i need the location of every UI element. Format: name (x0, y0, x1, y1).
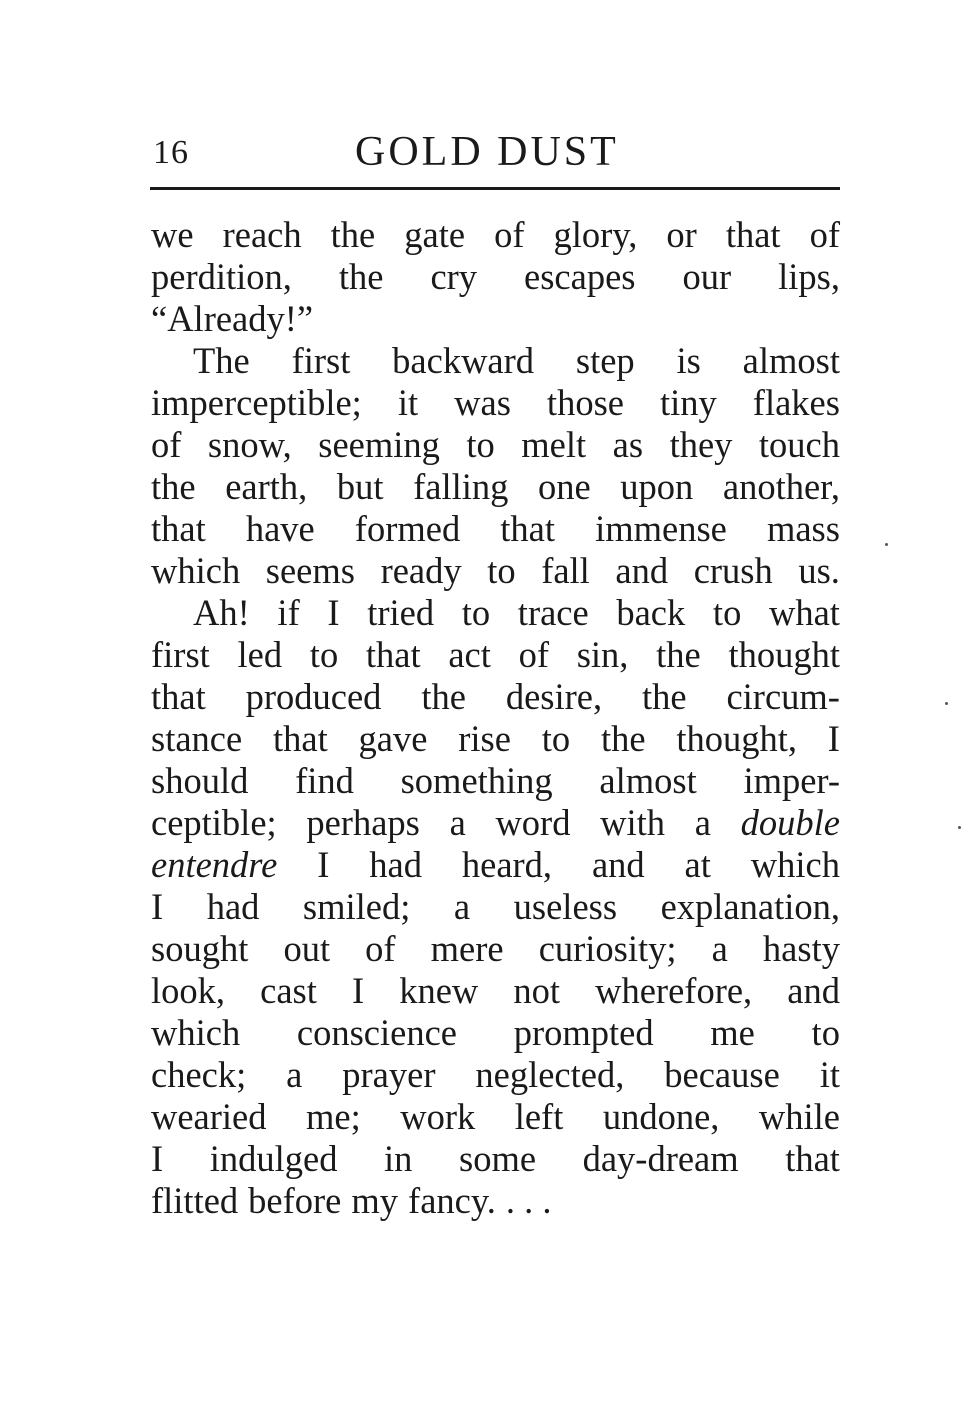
word: double (740, 802, 840, 843)
word: not (513, 970, 561, 1011)
word: another, (722, 466, 840, 507)
word: a (694, 802, 711, 843)
word: led (237, 634, 283, 675)
word: flakes (752, 382, 840, 423)
word: our (682, 256, 732, 297)
word: and (787, 970, 840, 1011)
word: that (151, 508, 206, 549)
word: that (365, 634, 421, 675)
word: smiled; (302, 886, 411, 927)
word: of (518, 634, 549, 675)
word: desire, (505, 676, 603, 717)
text-line (151, 424, 840, 466)
word: immense (595, 508, 727, 549)
word: of (494, 214, 525, 255)
word: those (546, 382, 624, 423)
text-line (151, 1012, 840, 1054)
paper-speck (885, 543, 888, 546)
word: thought (728, 634, 840, 675)
text-line (151, 214, 840, 256)
text-line (151, 634, 840, 676)
word: fancy. (408, 1180, 496, 1221)
word: the (421, 676, 466, 717)
word: but (336, 466, 384, 507)
word: to (466, 424, 495, 465)
word: that (785, 1138, 840, 1179)
word: some (458, 1138, 537, 1179)
word: back (616, 592, 686, 633)
word: mere (430, 928, 504, 969)
word: me (710, 1012, 755, 1053)
word: out (283, 928, 331, 969)
word: first (291, 340, 351, 381)
paper-speck (958, 826, 961, 829)
word: undone, (602, 1096, 720, 1137)
word: me; (306, 1096, 361, 1137)
word: was (454, 382, 511, 423)
word: to (309, 634, 339, 675)
text-line (151, 886, 840, 928)
word: it (397, 382, 419, 423)
word: to (811, 1012, 840, 1053)
word: I (827, 718, 840, 759)
word: at (684, 844, 711, 885)
word: something (400, 760, 553, 801)
word: hasty (762, 928, 840, 969)
word: it (819, 1054, 840, 1095)
word: sin, (576, 634, 629, 675)
word: if (277, 592, 300, 633)
word: ready (380, 550, 462, 591)
text-line (151, 928, 840, 970)
word: heard, (461, 844, 553, 885)
text-line (151, 1054, 840, 1096)
text-line (151, 1180, 840, 1222)
word: seeming (318, 424, 440, 465)
word: perdition, (151, 256, 292, 297)
word: gate (404, 214, 466, 255)
word: the (151, 466, 196, 507)
word: I (327, 592, 340, 633)
word: word (495, 802, 571, 843)
word: I (151, 886, 164, 927)
word: conscience (296, 1012, 457, 1053)
word: had (369, 844, 422, 885)
word: with (600, 802, 666, 843)
word: which (151, 1012, 241, 1053)
word: thought, (676, 718, 797, 759)
word: curiosity; (538, 928, 677, 969)
page-number: 16 (153, 134, 189, 171)
word: entendre (151, 844, 278, 885)
word: prompted (513, 1012, 654, 1053)
word: gave (358, 718, 428, 759)
word: cast (260, 970, 317, 1011)
word: sought (151, 928, 249, 969)
text-line (151, 844, 840, 886)
word: prayer (342, 1054, 436, 1095)
word: touch (758, 424, 840, 465)
word: I (351, 970, 365, 1011)
text-line (151, 382, 840, 424)
word: almost (599, 760, 697, 801)
word: is (676, 340, 701, 381)
text-line (151, 760, 840, 802)
word: escapes (524, 256, 636, 297)
word: or (666, 214, 697, 255)
word: of (809, 214, 840, 255)
text-line (151, 1096, 840, 1138)
word: mass (766, 508, 840, 549)
word: a (453, 886, 471, 927)
word: wearied (151, 1096, 267, 1137)
text-line (151, 298, 840, 340)
word: seems (265, 550, 355, 591)
word: they (669, 424, 733, 465)
word: we (151, 214, 194, 255)
word: and (615, 550, 669, 591)
word: find (295, 760, 354, 801)
word: of (151, 424, 182, 465)
word: before (248, 1180, 342, 1221)
word: “Already!” (151, 298, 314, 339)
word: and (591, 844, 645, 885)
word: tried (367, 592, 435, 633)
word: act (448, 634, 491, 675)
word: a (286, 1054, 303, 1095)
word: the (656, 634, 701, 675)
word: I (151, 1138, 164, 1179)
word: while (758, 1096, 840, 1137)
word: fall (541, 550, 590, 591)
word: that (273, 718, 328, 759)
word: a (449, 802, 466, 843)
word: . . . (505, 1180, 552, 1221)
paper-speck (945, 702, 948, 705)
word: to (541, 718, 571, 759)
word: backward (392, 340, 535, 381)
word: Ah! (193, 592, 250, 633)
word: had (206, 886, 260, 927)
word: step (575, 340, 635, 381)
text-line (151, 550, 840, 592)
word: us. (798, 550, 840, 591)
word: knew (399, 970, 479, 1011)
word: which (750, 844, 840, 885)
word: flitted (151, 1180, 239, 1221)
word: trace (517, 592, 589, 633)
text-line (151, 1138, 840, 1180)
text-line (151, 256, 840, 298)
word: the (600, 718, 646, 759)
text-line (151, 592, 840, 634)
word: have (245, 508, 315, 549)
word: circum- (726, 676, 840, 717)
word: the (641, 676, 687, 717)
word: snow, (207, 424, 292, 465)
word: lips, (778, 256, 840, 297)
text-line (151, 970, 840, 1012)
text-line (151, 718, 840, 760)
word: which (151, 550, 241, 591)
word: one (537, 466, 591, 507)
word: should (151, 760, 249, 801)
word: first (151, 634, 210, 675)
word: in (384, 1138, 413, 1179)
word: produced (245, 676, 382, 717)
word: that (151, 676, 206, 717)
word: that (500, 508, 556, 549)
word: as (612, 424, 644, 465)
word: that (725, 214, 781, 255)
word: indulged (209, 1138, 338, 1179)
word: imper- (743, 760, 840, 801)
word: ceptible; (151, 802, 277, 843)
word: work (400, 1096, 476, 1137)
word: I (317, 844, 330, 885)
word: rise (458, 718, 511, 759)
word: day-dream (582, 1138, 739, 1179)
word: left (514, 1096, 564, 1137)
word: to (712, 592, 742, 633)
text-line (151, 340, 840, 382)
word: because (664, 1054, 780, 1095)
word: formed (354, 508, 461, 549)
word: upon (620, 466, 694, 507)
word: glory, (553, 214, 638, 255)
word: melt (521, 424, 587, 465)
word: falling (413, 466, 509, 507)
text-line (151, 802, 840, 844)
word: stance (151, 718, 243, 759)
header-rule (150, 187, 840, 190)
word: cry (430, 256, 478, 297)
word: to (461, 592, 491, 633)
word: neglected, (475, 1054, 625, 1095)
word: a (711, 928, 728, 969)
word: check; (151, 1054, 247, 1095)
word: explanation, (660, 886, 840, 927)
word: what (768, 592, 840, 633)
word: reach (222, 214, 302, 255)
word: The (193, 340, 250, 381)
word: crush (693, 550, 773, 591)
word: tiny (659, 382, 717, 423)
word: to (487, 550, 516, 591)
word: the (338, 256, 384, 297)
text-line (151, 676, 840, 718)
word: useless (513, 886, 618, 927)
text-line (151, 508, 840, 550)
running-title: GOLD DUST (355, 129, 619, 175)
text-line (151, 466, 840, 508)
word: my (351, 1180, 399, 1221)
body-text (151, 214, 840, 1222)
word: earth, (225, 466, 308, 507)
word: almost (742, 340, 840, 381)
word: of (365, 928, 396, 969)
word: imperceptible; (151, 382, 362, 423)
word: the (330, 214, 376, 255)
word: perhaps (306, 802, 420, 843)
word: look, (151, 970, 226, 1011)
word: wherefore, (595, 970, 753, 1011)
